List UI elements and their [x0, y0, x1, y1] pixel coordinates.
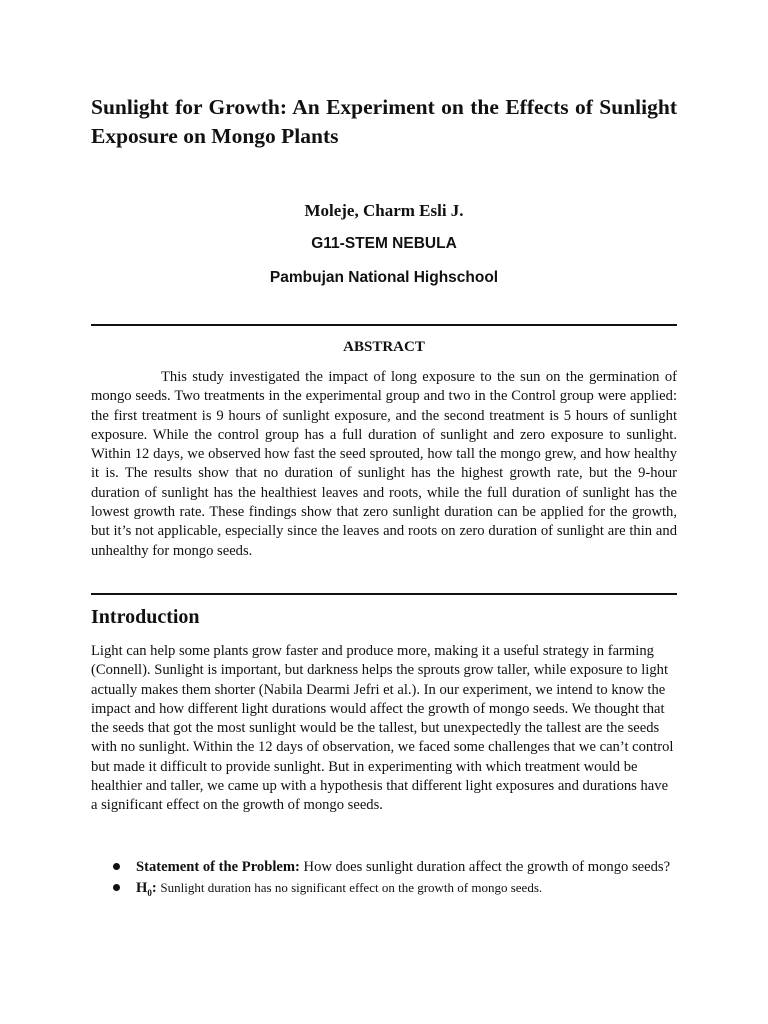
bullet-text: Sunlight duration has no significant effect on the growth of mongo seeds.	[160, 880, 543, 895]
hypothesis-colon: :	[151, 880, 157, 896]
list-item	[91, 857, 677, 877]
list-item	[91, 878, 677, 903]
bullet-text: How does sunlight duration affect the growth of mongo seeds?	[303, 859, 671, 875]
divider-bottom	[91, 593, 677, 595]
hypothesis-subscript: 0	[147, 887, 152, 898]
paper-title: Sunlight for Growth: An Experiment on the Effects of Sunlight Exposure on Mongo Plants	[91, 95, 677, 148]
bullet-label: Statement of the Problem:	[136, 859, 300, 875]
author-school: Pambujan National Highschool	[269, 269, 499, 286]
abstract-heading: ABSTRACT	[343, 339, 425, 355]
introduction-text: Light can help some plants grow faster and produce more, making it a useful strategy in farming (Connell). Sunlight is important, but darkness helps the sprouts grow taller, while exposure to light actually makes them shorter (Nabila Dearmi Jefri et al.). In our experiment, we intend to know the impact and how different light durations would affect the growth of mongo seeds. We thought that the seeds that got the most sunlight would be the tallest, but unexpectedly the tallest are the seeds with no sunlight. Within the 12 days of observation, we faced some challenges that we can’t control but made it difficult to provide sunlight. But in experimenting with which treatment would be healthier and taller, we came up with a hypothesis that different light exposures and durations have a significant effect on the growth of mongo seeds.	[91, 643, 674, 814]
bullet-label	[136, 880, 157, 896]
hypothesis-symbol: H	[136, 880, 148, 896]
divider-top	[91, 324, 677, 326]
author-section: G11-STEM NEBULA	[311, 235, 457, 252]
author-name: Moleje, Charm Esli J.	[304, 201, 464, 220]
introduction-heading: Introduction	[91, 606, 200, 628]
bullet-list	[91, 857, 677, 903]
abstract-text: This study investigated the impact of long exposure to the sun on the germination of mongo seeds. Two treatments in the experimental group and two in the Control group were applied: the first treatment is 9 hours of sunlight exposure, and the second treatment is 5 hours of sunlight exposure. While the control group has a full duration of sunlight and zero exposure to sunlight. Within 12 days, we observed how fast the seed sprouted, how tall the mongo grew, and how healthy it is. The results show that no duration of sunlight has the highest growth rate, but the 9-hour duration of sunlight has the healthiest leaves and roots, while the full duration of sunlight has the lowest growth rate. These findings show that zero sunlight duration can be applied for the growth, but it’s not applicable, especially since the leaves and roots on zero duration of sunlight are thin and unhealthy for mongo seeds.	[91, 369, 677, 559]
bullet-icon	[113, 884, 120, 891]
bullet-icon	[113, 863, 120, 870]
